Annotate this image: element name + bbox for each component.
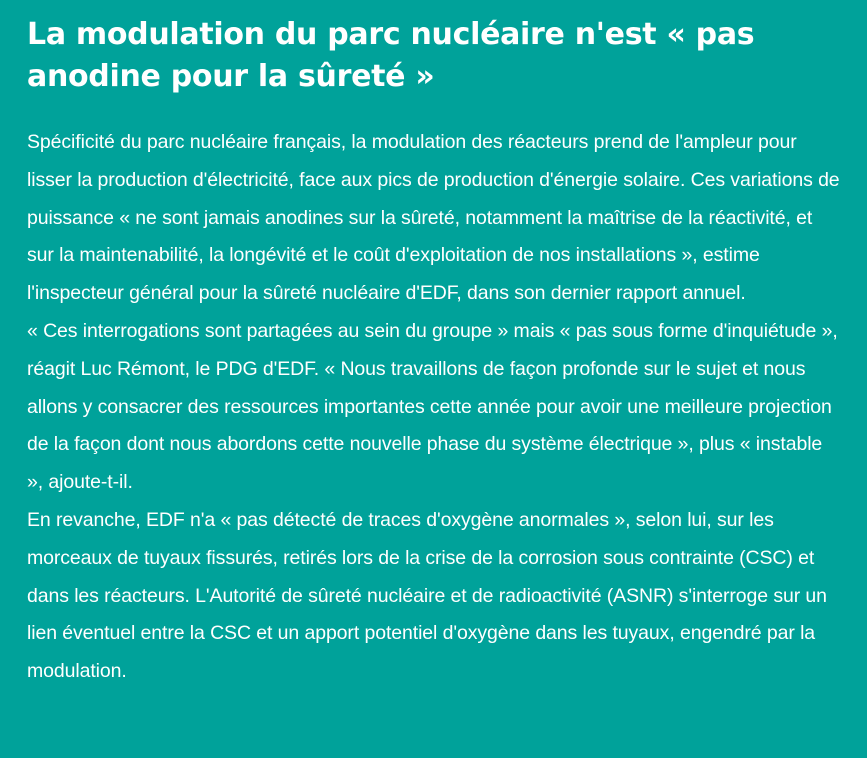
- article-paragraph-2: « Ces interrogations sont partagées au sein du groupe » mais « pas sous forme d'inquiétude », réagit Luc Rémont, le PDG d'EDF. « Nous travaillons de façon profonde sur le sujet et nous allons y consacrer des ressources importantes cette année pour avoir une meilleure projection de la façon dont nous abordons cette nouvelle phase du système électrique », plus « instable », ajoute-t-il.: [27, 319, 838, 494]
- article-body: [27, 124, 843, 691]
- article-paragraph-1: Spécificité du parc nucléaire français, la modulation des réacteurs prend de l'ampleur pour lisser la production d'électricité, face aux pics de production d'énergie solaire. Ces variations de puissance « ne sont jamais anodines sur la sûreté, notamment la maîtrise de la réactivité, et sur la maintenabilité, la longévité et le coût d'exploitation de nos installations », estime l'inspecteur général pour la sûreté nucléaire d'EDF, dans son dernier rapport annuel.: [27, 131, 840, 305]
- article-paragraph-3: En revanche, EDF n'a « pas détecté de traces d'oxygène anormales », selon lui, sur les morceaux de tuyaux fissurés, retirés lors de la crise de la corrosion sous contrainte (CSC) et dans les réacteurs. L'Autorité de sûreté nucléaire et de radioactivité (ASNR) s'interroge sur un lien éventuel entre la CSC et un apport potentiel d'oxygène dans les tuyaux, engendré par la modulation.: [27, 508, 827, 683]
- article-title: La modulation du parc nucléaire n'est « pas anodine pour la sûreté »: [27, 17, 755, 94]
